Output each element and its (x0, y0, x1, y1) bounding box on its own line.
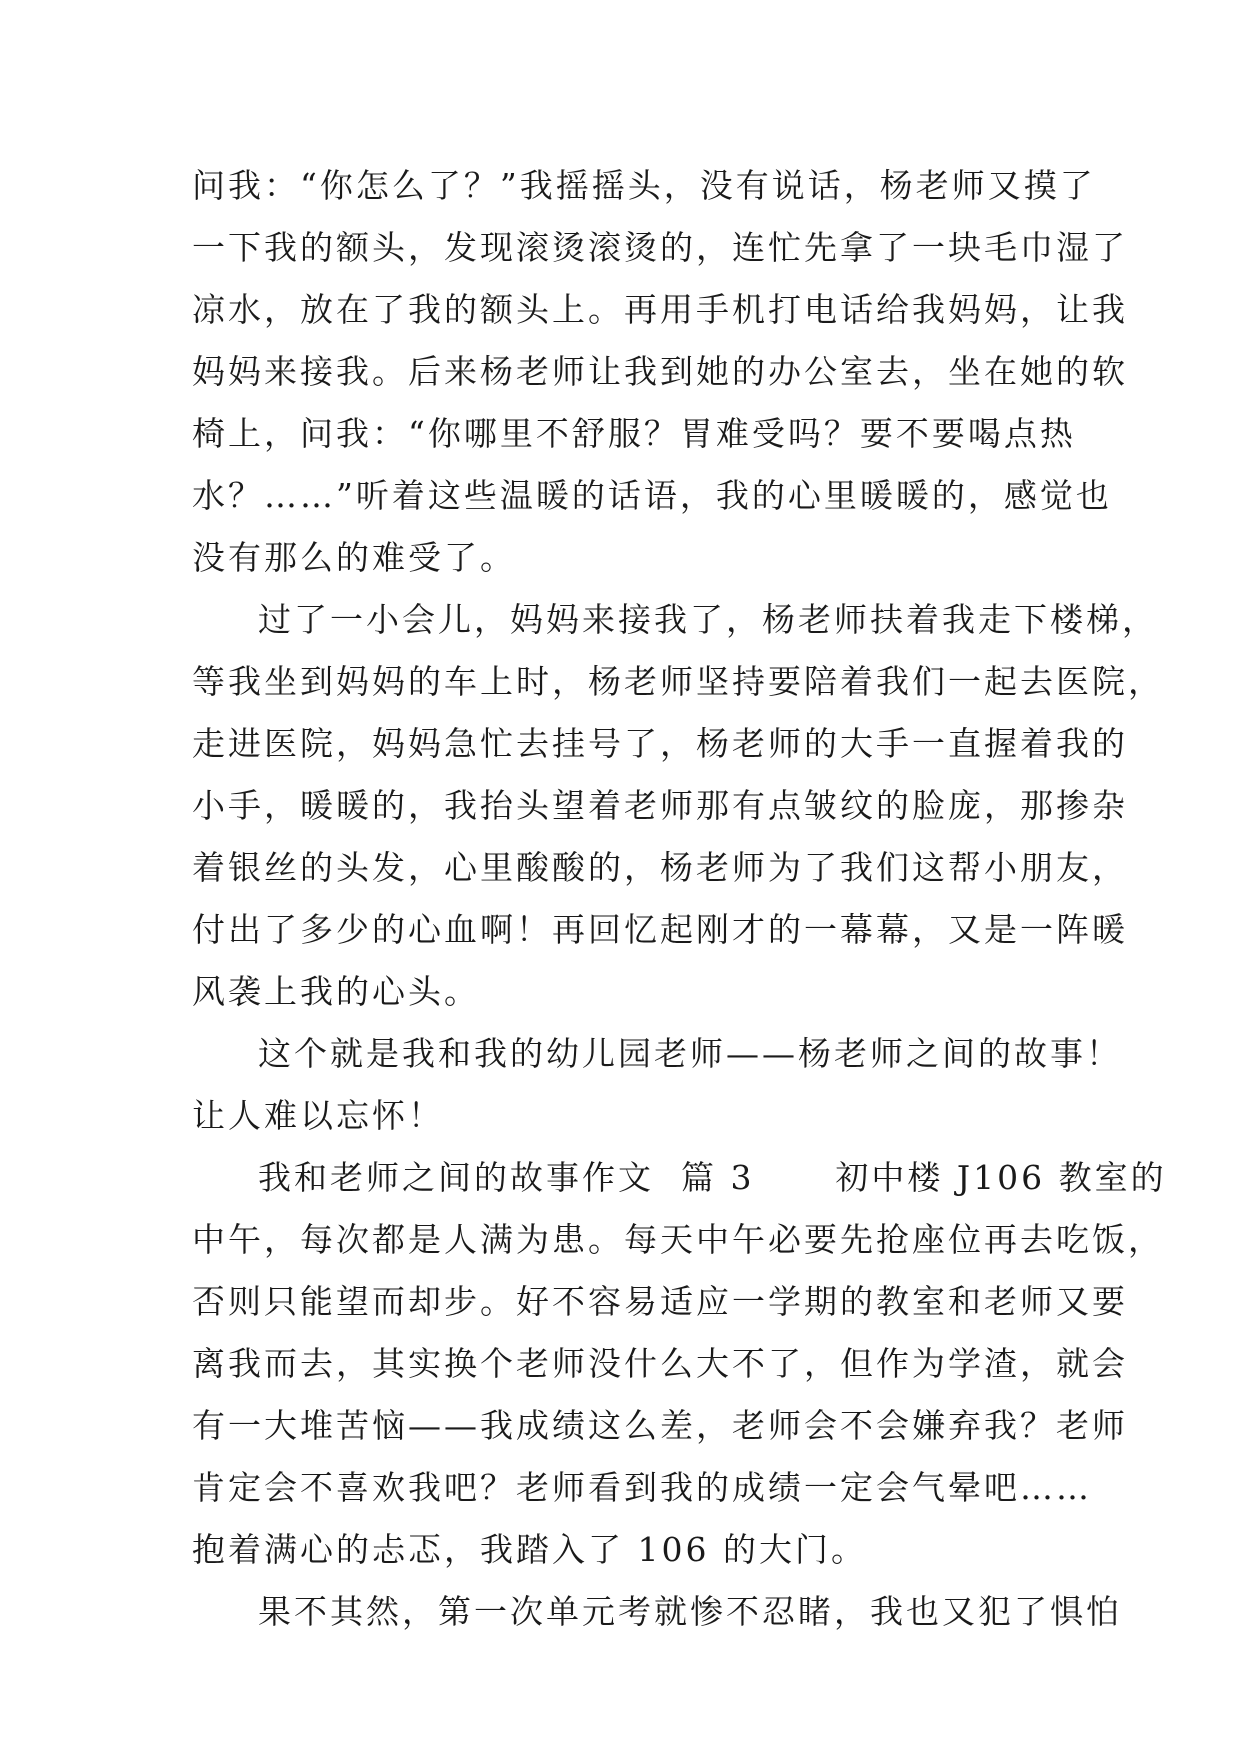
paragraph (192, 160, 1128, 584)
text-line: 这个就是我和我的幼儿园老师——杨老师之间的故事！ (258, 1034, 1122, 1073)
text-line: 抱着满心的忐忑，我踏入了 106 的大门。 (192, 1530, 867, 1569)
text-line: 问我：“你怎么了？”我摇摇头，没有说话，杨老师又摸了 (192, 166, 1096, 205)
text-line: 着银丝的头发，心里酸酸的，杨老师为了我们这帮小朋友， (192, 848, 1128, 887)
paragraph (192, 1152, 1167, 1576)
text-line: 没有那么的难受了。 (192, 538, 516, 577)
text-line: 有一大堆苦恼——我成绩这么差，老师会不会嫌弃我？老师 (192, 1406, 1128, 1445)
text-line: 风袭上我的心头。 (192, 972, 480, 1011)
text-line: 中午，每次都是人满为患。每天中午必要先抢座位再去吃饭， (192, 1220, 1164, 1259)
article-body (192, 160, 1167, 1648)
text-line: 凉水，放在了我的额头上。再用手机打电话给我妈妈，让我 (192, 290, 1128, 329)
text-line: 一下我的额头，发现滚烫滚烫的，连忙先拿了一块毛巾湿了 (192, 228, 1128, 267)
text-line: 椅上，问我：“你哪里不舒服？胃难受吗？要不要喝点热 (192, 414, 1076, 453)
text-line: 等我坐到妈妈的车上时，杨老师坚持要陪着我们一起去医院， (192, 662, 1164, 701)
text-line: 离我而去，其实换个老师没什么大不了，但作为学渣，就会 (192, 1344, 1128, 1383)
text-line: 我和老师之间的故事作文 篇 3 初中楼 J106 教室的 (258, 1158, 1167, 1197)
paragraph (192, 1028, 1122, 1142)
paragraph (192, 1586, 1122, 1638)
text-line: 水？……”听着这些温暖的话语，我的心里暖暖的，感觉也 (192, 476, 1112, 515)
text-line: 付出了多少的心血啊！再回忆起刚才的一幕幕，又是一阵暖 (192, 910, 1128, 949)
paragraph (192, 594, 1164, 1018)
text-line: 走进医院，妈妈急忙去挂号了，杨老师的大手一直握着我的 (192, 724, 1128, 763)
text-line: 让人难以忘怀！ (192, 1096, 444, 1135)
text-line: 小手，暖暖的，我抬头望着老师那有点皱纹的脸庞，那掺杂 (192, 786, 1128, 825)
text-line: 果不其然，第一次单元考就惨不忍睹，我也又犯了惧怕 (258, 1592, 1122, 1631)
text-line: 否则只能望而却步。好不容易适应一学期的教室和老师又要 (192, 1282, 1128, 1321)
text-line: 肯定会不喜欢我吧？老师看到我的成绩一定会气晕吧…… (192, 1468, 1092, 1507)
text-line: 妈妈来接我。后来杨老师让我到她的办公室去，坐在她的软 (192, 352, 1128, 391)
text-line: 过了一小会儿，妈妈来接我了，杨老师扶着我走下楼梯， (258, 600, 1158, 639)
